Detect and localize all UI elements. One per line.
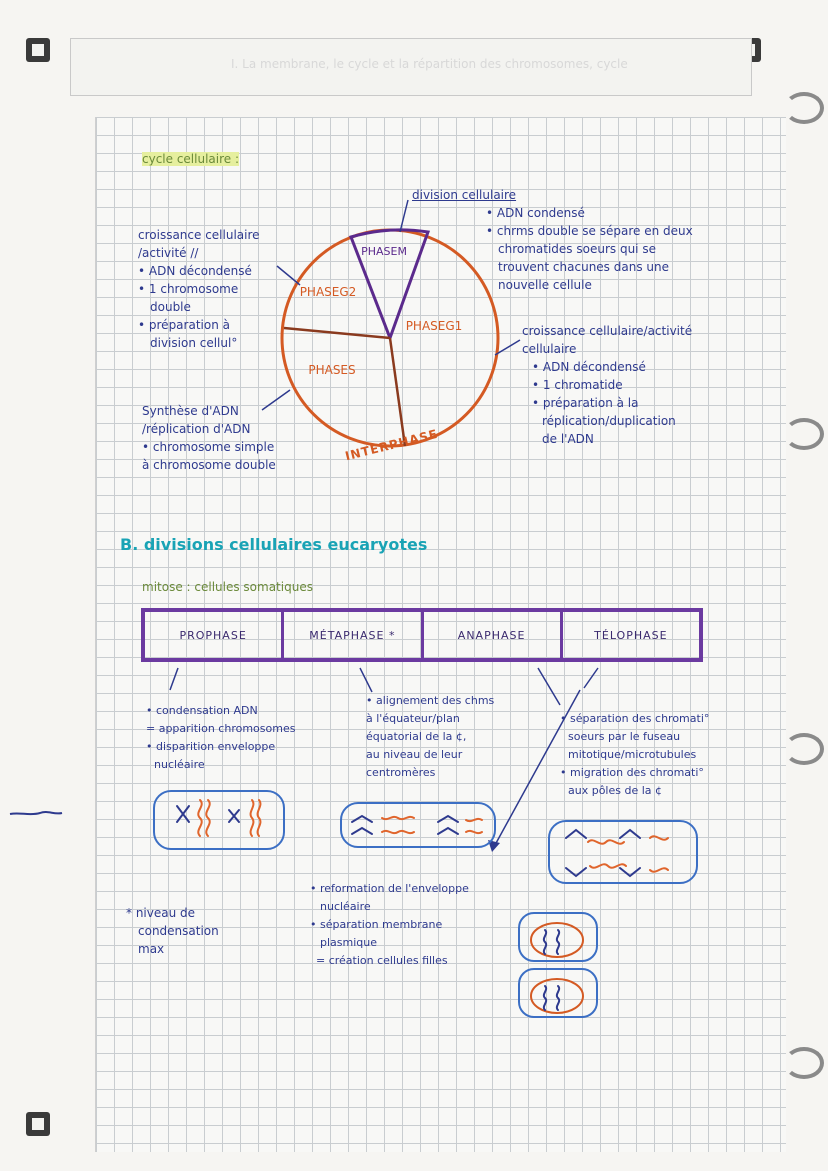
metaphase-cell: MÉTAPHASE * — [284, 612, 423, 658]
g1-notes: croissance cellulaire/activité cellulaire • ADN décondensé • 1 chromatide • préparation à la réplication/duplication de l'ADN — [522, 324, 693, 446]
header-faded-title: I. La membrane, le cycle et la répartition des chromosomes, cycle — [231, 57, 628, 71]
mitose-label: mitose : cellules somatiques — [142, 580, 313, 594]
margin-scribble — [10, 812, 62, 814]
arrow-anaphase — [538, 668, 560, 705]
division-notes: • ADN condensé • chrms double se sépare en deux chromatides soeurs qui se trouvent chacunes dans une nouvelle cellule — [486, 206, 693, 292]
g2-notes: croissance cellulaire /activité // • ADN décondensé • 1 chromosome double • préparation à division cellul° — [138, 228, 260, 350]
telophase-cell: TÉLOPHASE — [594, 628, 668, 642]
telophase-notes: • reformation de l'enveloppe nucléaire • séparation membrane plasmique = création cellules filles — [310, 882, 469, 967]
s-notes: Synthèse d'ADN /réplication d'ADN • chromosome simple à chromosome double — [142, 404, 276, 472]
telophase-daughter-cell-top — [518, 912, 598, 962]
pointer-g2 — [277, 266, 300, 285]
phase-m-label: PHASEM — [361, 245, 407, 258]
metaphase-cell-drawing — [340, 802, 496, 848]
arrow-telophase-a — [584, 668, 598, 688]
phase-g2-s-divider — [284, 328, 390, 338]
prophase-cell-drawing — [153, 790, 285, 850]
prophase-cell: PROPHASE — [145, 612, 284, 658]
anaphase-cell: ANAPHASE — [424, 612, 563, 658]
cycle-title: cycle cellulaire : — [142, 152, 240, 166]
anaphase-notes: • séparation des chromati° soeurs par le fuseau mitotique/microtubules • migration des chromati° aux pôles de la ¢ — [560, 712, 710, 797]
arrow-prophase — [170, 668, 178, 690]
mitosis-phases-table — [141, 608, 703, 662]
phase-s-label: PHASES — [308, 363, 356, 377]
telophase-daughter-cell-bottom — [518, 968, 598, 1018]
section-b-title: B. divisions cellulaires eucaryotes — [120, 535, 428, 554]
metaphase-notes: • alignement des chms à l'équateur/plan équatorial de la ¢, au niveau de leur centromères — [366, 694, 495, 779]
anaphase-cell-drawing — [548, 820, 698, 884]
phase-g1-label: PHASEG1 — [405, 319, 463, 333]
prophase-notes: • condensation ADN = apparition chromosomes • disparition enveloppe nucléaire — [146, 704, 296, 771]
footnote-condensation: * niveau de condensation max — [126, 906, 219, 956]
phase-s-g1-divider — [390, 338, 405, 446]
division-title: division cellulaire — [412, 188, 517, 202]
arrow-metaphase — [360, 668, 372, 692]
phase-g2-label: PHASEG2 — [299, 285, 357, 299]
interphase-label: INTERPHASE — [343, 426, 440, 464]
pointer-division — [400, 200, 408, 232]
